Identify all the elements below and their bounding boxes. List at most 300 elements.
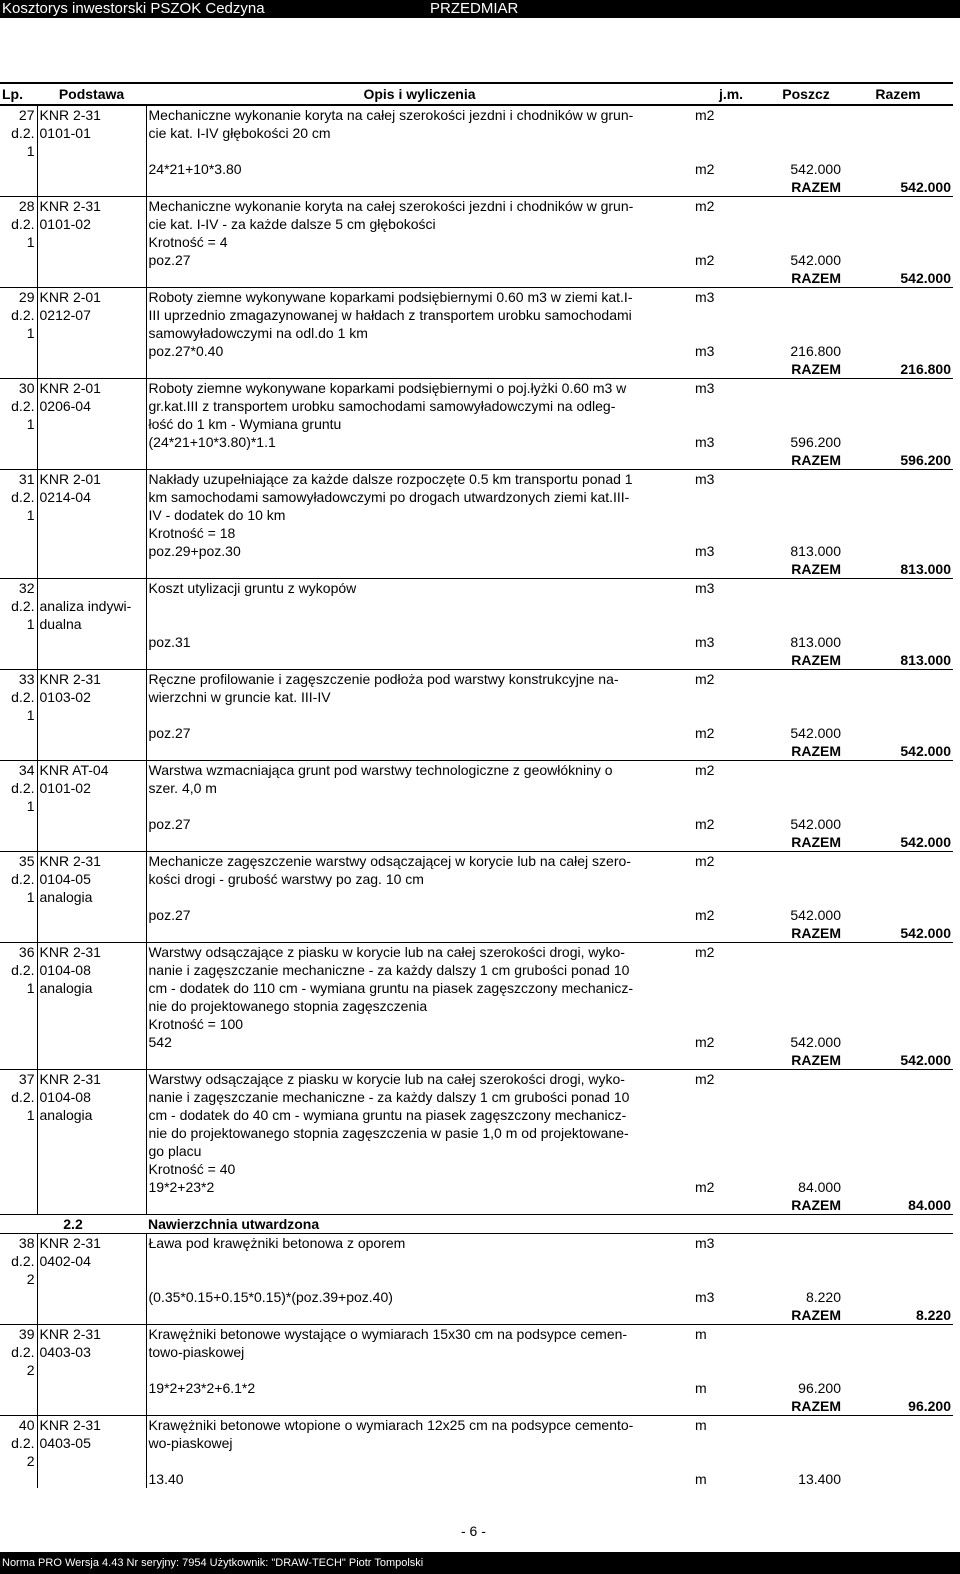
table-row (0, 288, 953, 307)
table-row-line (0, 706, 953, 724)
calc-row (0, 1033, 953, 1051)
item-unit (693, 1088, 769, 1106)
item-poszcz-cell (769, 1088, 843, 1106)
table-row (0, 105, 953, 124)
calc-expression: 19*2+23*2 (146, 1178, 693, 1196)
calc-value: 96.200 (798, 1380, 841, 1396)
razem-unit-empty (693, 742, 769, 761)
razem-label: RAZEM (791, 1197, 841, 1213)
item-description: Ława pod krawężniki betonowa z oporem (146, 1234, 693, 1253)
item-basis: 0104-08 (37, 1088, 146, 1106)
item-lp: 31 (18, 471, 35, 487)
table-row (0, 761, 953, 780)
table-row (0, 1325, 953, 1344)
item-unit: m2 (695, 944, 715, 960)
calc-basis-empty (37, 251, 146, 269)
item-lp: d.2. (11, 962, 35, 978)
item-razem-cell (843, 1160, 953, 1178)
item-poszcz-cell (769, 615, 843, 633)
table-row-line (0, 1343, 953, 1361)
item-lp: 1 (26, 616, 35, 632)
item-poszcz-cell (769, 1070, 843, 1089)
razem-label: RAZEM (791, 179, 841, 195)
item-unit: m2 (695, 671, 715, 687)
razem-lp-empty (0, 1051, 37, 1070)
item-poszcz-cell (769, 979, 843, 997)
item-description: Mechaniczne wykonanie koryta na całej szerokości jezdni i chodników w grun- (146, 105, 693, 124)
razem-basis-empty (37, 451, 146, 470)
item-description (146, 1361, 693, 1379)
item-poszcz-cell (769, 506, 843, 524)
razem-row (0, 1051, 953, 1070)
item-razem-cell (843, 1434, 953, 1452)
item-razem-cell (843, 1416, 953, 1435)
item-description: nanie i zagęszczanie mechaniczne - za każdy dalszy 1 cm grubości ponad 10 (146, 961, 693, 979)
item-lp: 1 (26, 1107, 35, 1123)
calc-expression: 19*2+23*2+6.1*2 (146, 1379, 693, 1397)
item-unit: m (695, 1417, 707, 1433)
calc-unit: m2 (695, 725, 715, 741)
razem-lp-empty (0, 451, 37, 470)
item-poszcz-cell (769, 888, 843, 906)
item-razem-cell (843, 306, 953, 324)
item-lp: d.2. (11, 1435, 35, 1451)
calc-lp-empty (0, 906, 37, 924)
item-poszcz-cell (769, 415, 843, 433)
razem-desc-empty (146, 1051, 693, 1070)
item-razem-cell (843, 1270, 953, 1288)
razem-row (0, 651, 953, 670)
item-description (146, 1252, 693, 1270)
table-row-line (0, 215, 953, 233)
item-poszcz-cell (769, 215, 843, 233)
item-description: szer. 4,0 m (146, 779, 693, 797)
item-basis: analogia (37, 1106, 146, 1124)
item-basis: 0104-08 (37, 961, 146, 979)
razem-lp-empty (0, 560, 37, 579)
item-description: kości drogi - grubość warstwy po zag. 10 cm (146, 870, 693, 888)
item-description: Warstwa wzmacniająca grunt pod warstwy technologiczne z geowłókniny o (146, 761, 693, 780)
razem-value: 542.000 (900, 270, 951, 286)
razem-desc-empty (146, 1306, 693, 1325)
calc-razem-empty (843, 1288, 953, 1306)
calc-razem-empty (843, 342, 953, 360)
item-basis: KNR 2-31 (37, 1416, 146, 1435)
item-unit: m2 (695, 198, 715, 214)
calc-lp-empty (0, 542, 37, 560)
item-poszcz-cell (769, 1252, 843, 1270)
col-opis: Opis i wyliczenia (146, 83, 693, 105)
item-poszcz-cell (769, 105, 843, 124)
item-razem-cell (843, 852, 953, 871)
item-unit (693, 1106, 769, 1124)
razem-basis-empty (37, 651, 146, 670)
item-lp: d.2. (11, 125, 35, 141)
item-unit (693, 215, 769, 233)
item-description: Warstwy odsączające z piasku w korycie lub na całej szerokości drogi, wyko- (146, 943, 693, 962)
calc-basis-empty (37, 1178, 146, 1196)
item-basis: KNR AT-04 (37, 761, 146, 780)
calc-value: 8.220 (805, 1289, 841, 1305)
item-basis: 0104-05 (37, 870, 146, 888)
item-description: nanie i zagęszczanie mechaniczne - za każdy dalszy 1 cm grubości ponad 10 (146, 1088, 693, 1106)
item-lp: 1 (26, 980, 35, 996)
table-row-line (0, 1124, 953, 1142)
item-basis (37, 233, 146, 251)
razem-label: RAZEM (791, 561, 841, 577)
calc-basis-empty (37, 542, 146, 560)
calc-lp-empty (0, 1288, 37, 1306)
item-unit (693, 1160, 769, 1178)
razem-desc-empty (146, 924, 693, 943)
calc-expression: 13.40 (146, 1470, 693, 1488)
calc-razem-empty (843, 1379, 953, 1397)
item-unit (693, 124, 769, 142)
razem-basis-empty (37, 269, 146, 288)
calc-expression: poz.29+poz.30 (146, 542, 693, 560)
item-unit (693, 688, 769, 706)
item-poszcz-cell (769, 670, 843, 689)
item-description: cm - dodatek do 110 cm - wymiana gruntu na piasek zagęszczony mechanicz- (146, 979, 693, 997)
calc-row (0, 1379, 953, 1397)
item-description: cie kat. I-IV - za każde dalsze 5 cm głębokości (146, 215, 693, 233)
table-header (0, 83, 953, 105)
razem-row (0, 269, 953, 288)
item-description: Roboty ziemne wykonywane koparkami podsiębiernymi 0.60 m3 w ziemi kat.I- (146, 288, 693, 307)
table-row-line (0, 888, 953, 906)
razem-lp-empty (0, 742, 37, 761)
item-razem-cell (843, 215, 953, 233)
table-row-line (0, 397, 953, 415)
item-basis: 0214-04 (37, 488, 146, 506)
item-description: wo-piaskowej (146, 1434, 693, 1452)
calc-razem-empty (843, 433, 953, 451)
item-lp: 35 (18, 853, 35, 869)
calc-row (0, 542, 953, 560)
calc-value: 542.000 (790, 252, 841, 268)
razem-label: RAZEM (791, 270, 841, 286)
item-poszcz-cell (769, 1124, 843, 1142)
item-razem-cell (843, 597, 953, 615)
calc-lp-empty (0, 815, 37, 833)
item-description: gr.kat.III z transportem urobku samochodami samowyładowczymi na odleg- (146, 397, 693, 415)
calc-unit: m2 (695, 1179, 715, 1195)
item-poszcz-cell (769, 961, 843, 979)
calc-expression: 542 (146, 1033, 693, 1051)
item-basis: KNR 2-01 (37, 379, 146, 398)
document-title: Kosztorys inwestorski PSZOK Cedzyna (2, 0, 265, 17)
item-unit (693, 797, 769, 815)
table-row-line (0, 524, 953, 542)
item-description: Ręczne profilowanie i zagęszczenie podłoża pod warstwy konstrukcyjne na- (146, 670, 693, 689)
item-poszcz-cell (769, 306, 843, 324)
footer-bar (0, 1552, 960, 1574)
razem-label: RAZEM (791, 652, 841, 668)
razem-row (0, 1306, 953, 1325)
item-basis (37, 324, 146, 342)
table-row-line (0, 1252, 953, 1270)
calc-row (0, 1470, 953, 1488)
table-row-line (0, 506, 953, 524)
item-razem-cell (843, 470, 953, 489)
item-unit (693, 415, 769, 433)
item-description: Krawężniki betonowe wtopione o wymiarach 12x25 cm na podsypce cemento- (146, 1416, 693, 1435)
razem-label: RAZEM (791, 925, 841, 941)
razem-row (0, 1397, 953, 1416)
item-basis (37, 1124, 146, 1142)
item-poszcz-cell (769, 379, 843, 398)
item-poszcz-cell (769, 706, 843, 724)
razem-value: 813.000 (900, 561, 951, 577)
calc-lp-empty (0, 160, 37, 178)
item-unit (693, 506, 769, 524)
razem-unit-empty (693, 1051, 769, 1070)
item-basis: KNR 2-01 (37, 288, 146, 307)
calc-basis-empty (37, 1033, 146, 1051)
calc-unit: m (695, 1471, 707, 1487)
item-unit (693, 1124, 769, 1142)
razem-label: RAZEM (791, 1052, 841, 1068)
item-poszcz-cell (769, 1361, 843, 1379)
razem-unit-empty (693, 833, 769, 852)
item-description: go placu (146, 1142, 693, 1160)
item-description (146, 797, 693, 815)
table-row-line (0, 324, 953, 342)
item-lp: 1 (26, 143, 35, 159)
calc-razem-empty (843, 906, 953, 924)
item-razem-cell (843, 1325, 953, 1344)
item-description: Krawężniki betonowe wystające o wymiarach 15x30 cm na podsypce cemen- (146, 1325, 693, 1344)
calc-razem-empty (843, 1178, 953, 1196)
item-lp: d.2. (11, 398, 35, 414)
item-poszcz-cell (769, 997, 843, 1015)
table-row-line (0, 1015, 953, 1033)
calc-unit: m2 (695, 252, 715, 268)
item-poszcz-cell (769, 142, 843, 160)
razem-basis-empty (37, 360, 146, 379)
item-poszcz-cell (769, 1142, 843, 1160)
item-lp: d.2. (11, 780, 35, 796)
item-basis: 0403-05 (37, 1434, 146, 1452)
calc-unit: m (695, 1380, 707, 1396)
calc-razem-empty (843, 815, 953, 833)
calc-lp-empty (0, 1470, 37, 1488)
calc-expression: 24*21+10*3.80 (146, 160, 693, 178)
item-description: Roboty ziemne wykonywane koparkami podsiębiernymi o poj.łyżki 0.60 m3 w (146, 379, 693, 398)
item-razem-cell (843, 142, 953, 160)
item-razem-cell (843, 688, 953, 706)
razem-desc-empty (146, 560, 693, 579)
calc-basis-empty (37, 160, 146, 178)
item-razem-cell (843, 415, 953, 433)
table-row-line (0, 961, 953, 979)
razem-value: 96.200 (908, 1398, 951, 1414)
item-razem-cell (843, 870, 953, 888)
top-header (0, 0, 960, 18)
item-poszcz-cell (769, 1343, 843, 1361)
item-lp: 34 (18, 762, 35, 778)
item-unit (693, 779, 769, 797)
item-unit: m2 (695, 107, 715, 123)
item-razem-cell (843, 488, 953, 506)
calc-unit: m3 (695, 434, 715, 450)
item-razem-cell (843, 1361, 953, 1379)
item-lp: 38 (18, 1235, 35, 1251)
calc-expression: poz.27 (146, 815, 693, 833)
item-razem-cell (843, 1124, 953, 1142)
item-description: wierzchni w gruncie kat. III-IV (146, 688, 693, 706)
item-description: Krotność = 100 (146, 1015, 693, 1033)
item-basis: KNR 2-31 (37, 1234, 146, 1253)
table-row (0, 470, 953, 489)
table-row-line (0, 1160, 953, 1178)
razem-desc-empty (146, 1196, 693, 1215)
item-poszcz-cell (769, 779, 843, 797)
item-basis: 0402-04 (37, 1252, 146, 1270)
item-poszcz-cell (769, 524, 843, 542)
item-description (146, 1452, 693, 1470)
calc-basis-empty (37, 1288, 146, 1306)
calc-expression: (0.35*0.15+0.15*0.15)*(poz.39+poz.40) (146, 1288, 693, 1306)
calc-unit: m2 (695, 816, 715, 832)
item-poszcz-cell (769, 288, 843, 307)
item-description (146, 1270, 693, 1288)
item-poszcz-cell (769, 324, 843, 342)
calc-razem-empty (843, 633, 953, 651)
razem-basis-empty (37, 924, 146, 943)
razem-basis-empty (37, 1051, 146, 1070)
razem-unit-empty (693, 269, 769, 288)
item-basis: 0103-02 (37, 688, 146, 706)
item-description: Krotność = 40 (146, 1160, 693, 1178)
page-number: - 6 - (461, 1523, 486, 1539)
item-unit (693, 1015, 769, 1033)
item-basis: KNR 2-31 (37, 1325, 146, 1344)
item-poszcz-cell (769, 797, 843, 815)
item-razem-cell (843, 1452, 953, 1470)
item-razem-cell (843, 1015, 953, 1033)
item-unit: m3 (695, 1235, 715, 1251)
item-razem-cell (843, 1106, 953, 1124)
razem-label: RAZEM (791, 834, 841, 850)
calc-value: 13.400 (798, 1471, 841, 1487)
calc-basis-empty (37, 342, 146, 360)
item-description: Mechanicze zagęszczenie warstwy odsączającej w korycie lub na całej szero- (146, 852, 693, 871)
razem-desc-empty (146, 451, 693, 470)
item-razem-cell (843, 615, 953, 633)
razem-desc-empty (146, 833, 693, 852)
item-description (146, 706, 693, 724)
table-row-line (0, 779, 953, 797)
table-row-line (0, 979, 953, 997)
item-basis: 0101-02 (37, 779, 146, 797)
item-razem-cell (843, 706, 953, 724)
table-row (0, 579, 953, 598)
item-razem-cell (843, 997, 953, 1015)
calc-expression: poz.31 (146, 633, 693, 651)
item-basis (37, 1142, 146, 1160)
item-poszcz-cell (769, 1106, 843, 1124)
item-unit (693, 488, 769, 506)
razem-unit-empty (693, 1196, 769, 1215)
item-basis: analiza indywi- (37, 597, 146, 615)
item-lp: 33 (18, 671, 35, 687)
calc-value: 542.000 (790, 907, 841, 923)
razem-lp-empty (0, 1397, 37, 1416)
calc-razem-empty (843, 1470, 953, 1488)
item-unit: m (695, 1326, 707, 1342)
item-lp: 30 (18, 380, 35, 396)
table-row-line (0, 688, 953, 706)
item-lp: 1 (26, 325, 35, 341)
table-row-line (0, 870, 953, 888)
item-poszcz-cell (769, 579, 843, 598)
cost-table (0, 82, 953, 1488)
razem-row (0, 924, 953, 943)
table-row-line (0, 597, 953, 615)
calc-unit: m3 (695, 1289, 715, 1305)
calc-value: 84.000 (798, 1179, 841, 1195)
table-row (0, 943, 953, 962)
razem-value: 542.000 (900, 743, 951, 759)
item-unit: m3 (695, 289, 715, 305)
item-lp: 1 (26, 889, 35, 905)
item-description (146, 888, 693, 906)
item-razem-cell (843, 506, 953, 524)
razem-lp-empty (0, 924, 37, 943)
item-description: cm - dodatek do 40 cm - wymiana gruntu na piasek zagęszczony mechanicz- (146, 1106, 693, 1124)
table-row-line (0, 797, 953, 815)
item-lp: d.2. (11, 598, 35, 614)
item-razem-cell (843, 197, 953, 216)
item-description: Krotność = 4 (146, 233, 693, 251)
calc-row (0, 906, 953, 924)
item-razem-cell (843, 888, 953, 906)
item-unit (693, 324, 769, 342)
item-poszcz-cell (769, 870, 843, 888)
item-description: samowyładowczymi na odl.do 1 km (146, 324, 693, 342)
calc-lp-empty (0, 724, 37, 742)
table-row (0, 670, 953, 689)
calc-row (0, 724, 953, 742)
calc-value: 542.000 (790, 161, 841, 177)
item-lp: d.2. (11, 216, 35, 232)
table-row-line (0, 306, 953, 324)
item-lp: d.2. (11, 1089, 35, 1105)
item-unit (693, 1142, 769, 1160)
razem-value: 542.000 (900, 179, 951, 195)
item-razem-cell (843, 397, 953, 415)
item-basis: analogia (37, 888, 146, 906)
item-unit: m3 (695, 471, 715, 487)
item-description: III uprzednio zmagazynowanej w hałdach z transportem urobku samochodami (146, 306, 693, 324)
calc-row (0, 815, 953, 833)
item-unit (693, 979, 769, 997)
item-poszcz-cell (769, 1416, 843, 1435)
calc-row (0, 160, 953, 178)
item-poszcz-cell (769, 1015, 843, 1033)
calc-lp-empty (0, 342, 37, 360)
item-poszcz-cell (769, 197, 843, 216)
table-row (0, 379, 953, 398)
item-basis (37, 142, 146, 160)
calc-value: 542.000 (790, 816, 841, 832)
calc-basis-empty (37, 724, 146, 742)
razem-desc-empty (146, 651, 693, 670)
calc-unit: m2 (695, 1034, 715, 1050)
item-basis (37, 579, 146, 598)
item-lp: 2 (26, 1362, 35, 1378)
